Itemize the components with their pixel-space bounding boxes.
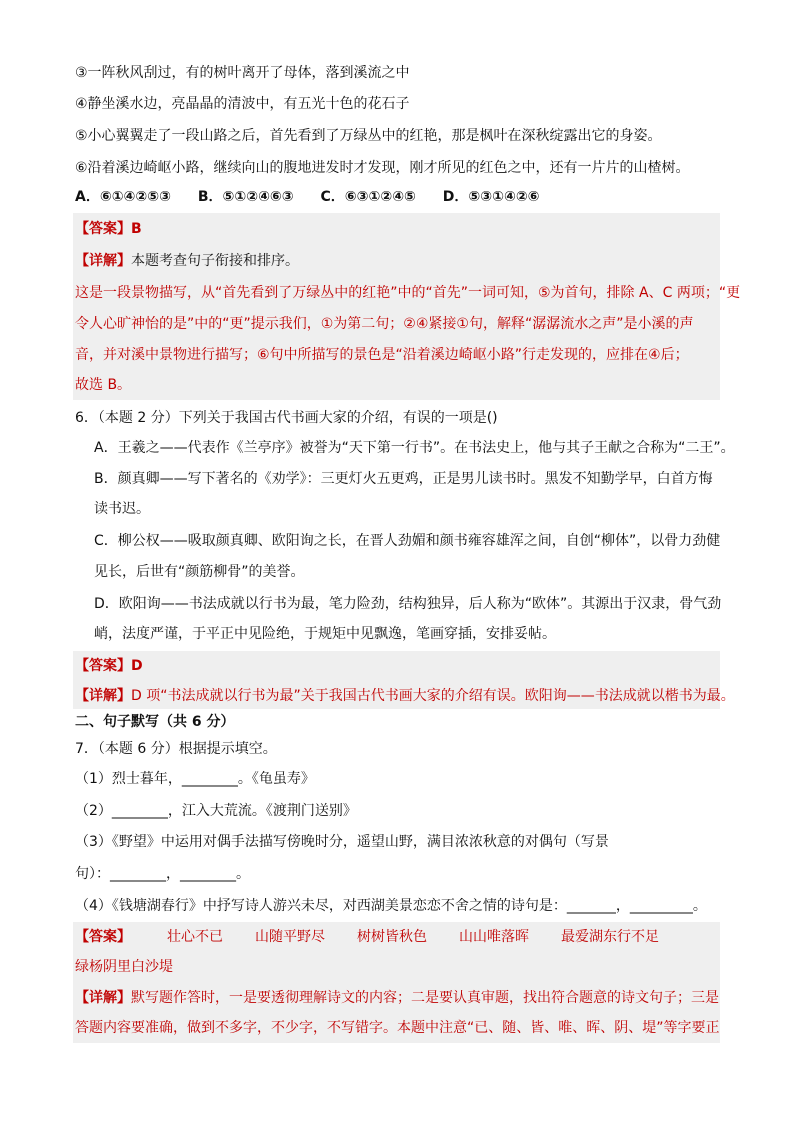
q5-detail-label: 【详解】 (75, 253, 131, 269)
q7-item-1: （1）烈士暮年，________。《龟虽寿》 (75, 771, 315, 787)
q5-sentence-5: ⑤小心翼翼走了一段山路之后，首先看到了万绿丛中的红艳，那是枫叶在深秋绽露出它的身姿。 (75, 128, 662, 144)
q6-option-b-line-2: 读书迟。 (94, 501, 150, 517)
q5-answer-value: B (131, 221, 142, 237)
section-title: 二、句子默写（共 6 分） (75, 714, 235, 730)
q5-detail-intro: 本题考查句子衔接和排序。 (131, 253, 299, 269)
q5-answer (75, 219, 142, 239)
q7-answer-label: 【答案】 (75, 929, 131, 945)
q7-detail-line-1: 默写题作答时，一是要透彻理解诗文的内容；二是要认真审题，找出符合题意的诗文句子；三是 (131, 990, 719, 1006)
q7-answer-1: 壮心不已 (167, 929, 223, 945)
q5-sentence-6: ⑥沿着溪边崎岖小路，继续向山的腹地进发时才发现，刚才所见的红色之中，还有一片片的山楂树。 (75, 160, 690, 176)
q7-item-3-line-1: （3）《野望》中运用对偶手法描写傍晚时分，遥望山野，满目浓浓秋意的对偶句（写景 (75, 834, 609, 850)
q6-option-c-line-1: C．柳公权——吸取颜真卿、欧阳询之长，在晋人劲媚和颜书雍容雄浑之间，自创“柳体”，以骨力劲健 (94, 533, 721, 549)
q5-choice-b: B．⑤①②④⑥③ (197, 189, 294, 205)
q5-detail-line-1: 这是一段景物描写，从“首先看到了万绿丛中的红艳”中的“首先”一词可知，⑤为首句，排除 A、C 两项；“更 (75, 285, 741, 301)
q5-detail-line-4: 故选 B。 (75, 377, 132, 393)
q5-sentence-4: ④静坐溪水边，亮晶晶的清波中，有五光十色的花石子 (75, 96, 410, 112)
q6-answer-label: 【答案】 (75, 658, 131, 674)
q7-answer-2: 山随平野尽 (255, 929, 325, 945)
q5-choice-a: A．⑥①④②⑤③ (75, 189, 171, 205)
q7-item-2: （2）________，江入大荒流。《渡荆门送别》 (75, 803, 357, 819)
q5-answer-label: 【答案】 (75, 221, 131, 237)
q5-choice-c: C．⑥③①②④⑤ (320, 189, 416, 205)
q6-option-d-line-2: 峭，法度严谨，于平正中见险绝，于规矩中见飘逸，笔画穿插，安排妥帖。 (94, 626, 556, 642)
q7-answer (75, 927, 691, 947)
q7-item-3-line-2: 句）：________，________。 (75, 866, 250, 882)
q7-answer-4: 山山唯落晖 (459, 929, 529, 945)
q7-answer-3: 树树皆秋色 (357, 929, 427, 945)
q5-detail-line-3: 音，并对溪中景物进行描写；⑥句中所描写的景色是“沿着溪边崎岖小路”行走发现的，应排在④后； (75, 347, 689, 363)
q6-detail (75, 686, 735, 706)
q6-option-a: A．王羲之——代表作《兰亭序》被誉为“天下第一行书”。在书法史上，他与其子王献之合称为“二王”。 (94, 440, 735, 456)
q6-answer (75, 656, 143, 676)
q6-option-d-line-1: D．欧阳询——书法成就以行书为最，笔力险劲，结构独异，后人称为“欧体”。其源出于汉隶，骨气劲 (94, 596, 722, 612)
q6-detail-label: 【详解】 (75, 688, 131, 704)
q7-detail (75, 988, 719, 1008)
q5-sentence-3: ③一阵秋风刮过，有的树叶离开了母体，落到溪流之中 (75, 65, 410, 81)
q6-option-b-line-1: B．颜真卿——写下著名的《劝学》：三更灯火五更鸡，正是男儿读书时。黑发不知勤学早，白首方悔 (94, 471, 713, 487)
q5-choices (75, 187, 562, 207)
q6-option-c-line-2: 见长，后世有“颜筋柳骨”的美誉。 (94, 564, 305, 580)
q6-stem: 6．（本题 2 分）下列关于我国古代书画大家的介绍，有误的一项是() (75, 410, 498, 426)
q7-answer-5: 最爱湖东行不足 (561, 929, 659, 945)
q7-stem: 7．（本题 6 分）根据提示填空。 (75, 741, 277, 757)
q5-choice-d: D．⑤③①④②⑥ (442, 189, 540, 205)
q5-answer-block (73, 213, 720, 400)
q5-detail-line-2: 令人心旷神怡的是”中的“更”提示我们，①为第二句；②④紧接①句，解释“潺潺流水之声”是小溪的声 (75, 316, 694, 332)
q6-detail-text: D 项“书法成就以行书为最”关于我国古代书画大家的介绍有误。欧阳询——书法成就以楷书为最。 (131, 688, 735, 704)
q7-answer-6: 绿杨阴里白沙堤 (75, 959, 173, 975)
q7-detail-line-2: 答题内容要准确，做到不多字，不少字，不写错字。本题中注意“已、随、皆、唯、晖、阴、堤”等字要正 (75, 1020, 720, 1036)
q6-answer-value: D (131, 658, 143, 674)
q5-detail (75, 251, 299, 271)
q7-detail-label: 【详解】 (75, 990, 131, 1006)
q7-item-4: （4）《钱塘湖春行》中抒写诗人游兴未尽，对西湖美景恋恋不舍之情的诗句是：_______，_________。 (75, 898, 707, 914)
